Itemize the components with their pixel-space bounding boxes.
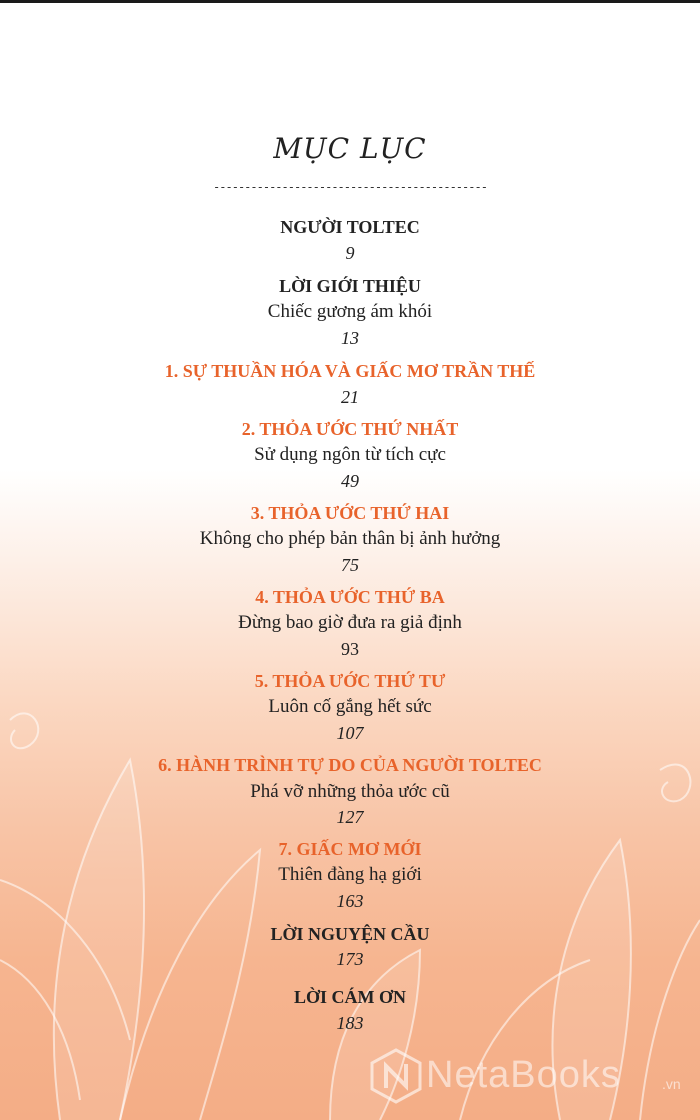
toc-page-number: 21 [341, 387, 359, 407]
watermark-suffix: .vn [662, 1076, 681, 1092]
toc-heading-prayer: LỜI NGUYỆN CẦU [270, 924, 430, 944]
toc-page-number: 183 [336, 1013, 364, 1033]
toc-heading-chapter-3: 3. THỎA ƯỚC THỨ HAI [250, 503, 450, 523]
toc-heading-chapter-7: 7. GIẤC MƠ MỚI [278, 839, 422, 859]
toc-subtitle: Luôn cố gắng hết sức [268, 696, 432, 717]
watermark-brand: NetaBooks [426, 1054, 621, 1096]
toc-subtitle: Phá vỡ những thỏa ước cũ [250, 781, 450, 802]
toc-heading-acknowledgements: LỜI CÁM ƠN [294, 987, 406, 1007]
toc-subtitle: Chiếc gương ám khói [267, 301, 433, 322]
title-divider: -------------------------------------------- [213, 180, 487, 194]
toc-page-number: 127 [336, 807, 364, 827]
toc-page-number: 173 [336, 949, 364, 969]
netabooks-logo-icon [370, 1048, 422, 1104]
toc-page-number: 163 [336, 891, 364, 911]
toc-page-number: 107 [336, 723, 364, 743]
toc-heading-chapter-5: 5. THỎA ƯỚC THỨ TƯ [254, 671, 446, 691]
toc-heading-chapter-2: 2. THỎA ƯỚC THỨ NHẤT [241, 419, 459, 439]
toc-page-number: 75 [341, 555, 359, 575]
toc-page-number: 9 [345, 243, 355, 263]
toc-heading-chapter-4: 4. THỎA ƯỚC THỨ BA [255, 587, 445, 607]
toc-subtitle: Sử dụng ngôn từ tích cực [254, 444, 446, 465]
toc-page-number: 13 [341, 328, 359, 348]
toc-page-number: 49 [341, 471, 359, 491]
toc-heading-introduction: LỜI GIỚI THIỆU [279, 276, 421, 296]
toc-page-number: 93 [341, 639, 359, 659]
toc-heading-chapter-6: 6. HÀNH TRÌNH TỰ DO CỦA NGƯỜI TOLTEC [158, 755, 542, 775]
toc-subtitle: Đừng bao giờ đưa ra giả định [238, 612, 462, 633]
toc-heading-toltec: NGƯỜI TOLTEC [280, 217, 420, 237]
toc-title: MỤC LỤC [273, 132, 427, 165]
toc-subtitle: Thiên đàng hạ giới [278, 864, 422, 885]
toc-heading-chapter-1: 1. SỰ THUẦN HÓA VÀ GIẤC MƠ TRẦN THẾ [164, 361, 536, 381]
netabooks-watermark [370, 1048, 700, 1104]
toc-subtitle: Không cho phép bản thân bị ảnh hưởng [199, 528, 501, 549]
